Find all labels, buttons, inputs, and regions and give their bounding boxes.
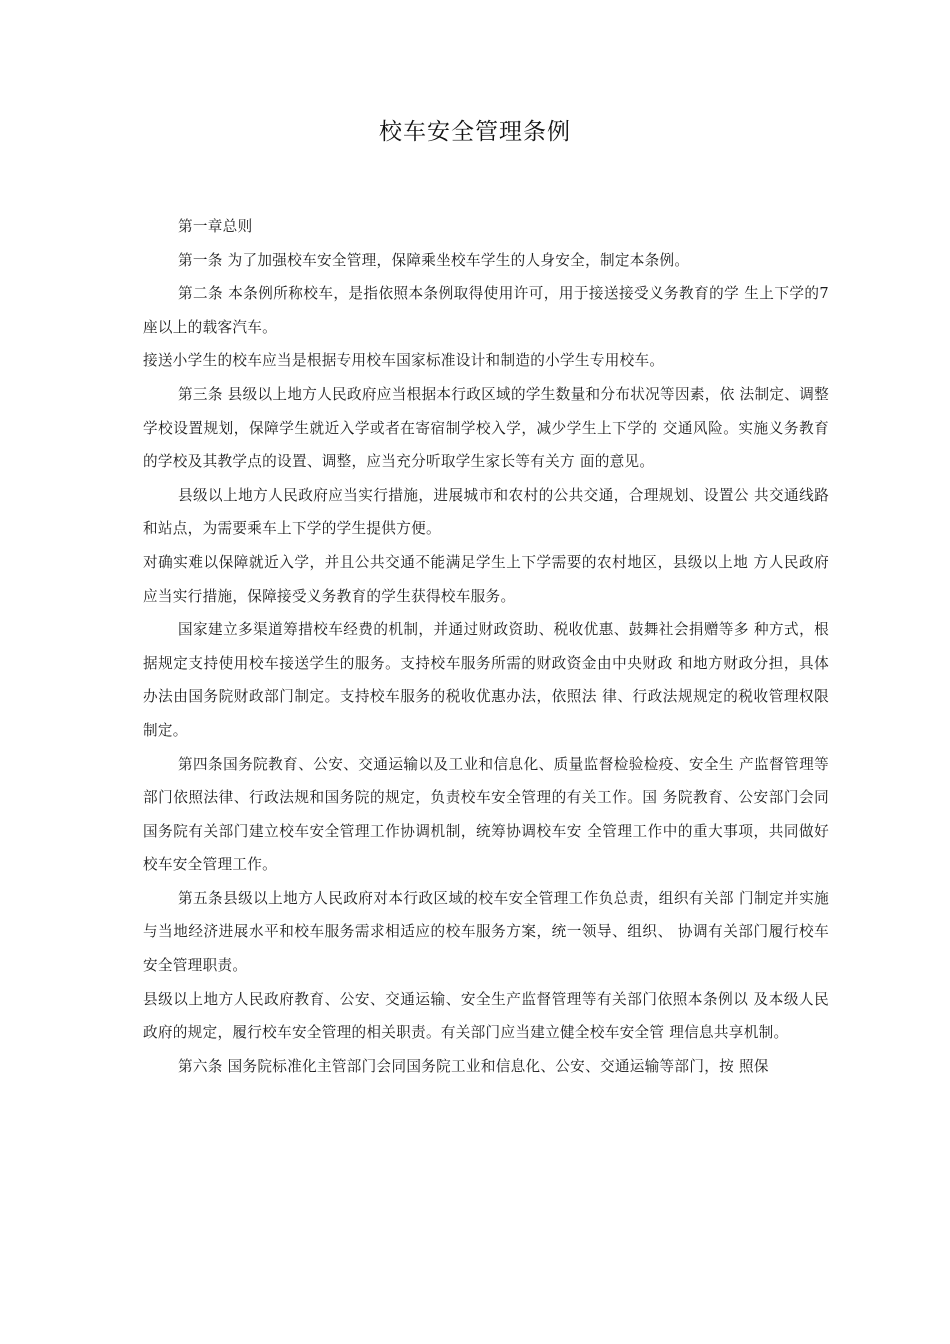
paragraph: 国家建立多渠道筹措校车经费的机制，并通过财政资助、税收优惠、鼓舞社会捐赠等多 种方式，根据规定支持使用校车接送学生的服务。支持校车服务所需的财政资金由中央财政 和地方财政分担，具体办法由国务院财政部门制定。支持校车服务的税收优惠办法，依照法 律、行政法规规定的税收管理权限制定。 (143, 621, 829, 739)
paragraph: 第一章总则 (178, 218, 253, 235)
paragraph: 第三条 县级以上地方人民政府应当根据本行政区域的学生数量和分布状况等因素，依 法制定、调整学校设置规划，保障学生就近入学或者在寄宿制学校入学，减少学生上下学的 交通风险。实施义务教育的学校及其教学点的设置、调整，应当充分听取学生家长等有关方 面的意见。 (143, 385, 829, 471)
paragraph: 县级以上地方人民政府应当实行措施，进展城市和农村的公共交通，合理规划、设置公 共交通线路和站点，为需要乘车上下学的学生提供方便。 (143, 486, 829, 538)
paragraph: 第六条 国务院标准化主管部门会同国务院工业和信息化、公安、交通运输等部门，按 照保 (178, 1057, 769, 1075)
paragraph: 第二条 本条例所称校车，是指依照本条例取得使用许可，用于接送接受义务教育的学 生上下学的7座以上的载客汽车。 (143, 285, 829, 336)
paragraph: 第五条县级以上地方人民政府对本行政区域的校车安全管理工作负总责，组织有关部 门制定并实施与当地经济进展水平和校车服务需求相适应的校车服务方案，统一领导、组织、 协调有关部门履行校车安全管理职责。 (143, 889, 829, 975)
paragraph: 第四条国务院教育、公安、交通运输以及工业和信息化、质量监督检验检疫、安全生 产监督管理等部门依照法律、行政法规和国务院的规定，负责校车安全管理的有关工作。国 务院教育、公安部门会同国务院有关部门建立校车安全管理工作协调机制，统筹协调校车安 全管理工作中的重大事项，共同做好校车安全管理工作。 (143, 755, 829, 874)
paragraph: 县级以上地方人民政府教育、公安、交通运输、安全生产监督管理等有关部门依照本条例以 及本级人民政府的规定，履行校车安全管理的相关职责。有关部门应当建立健全校车安全管 理信息共享机制。 (143, 990, 829, 1042)
paragraph: 对确实难以保障就近入学，并且公共交通不能满足学生上下学需要的农村地区，县级以上地 方人民政府应当实行措施，保障接受义务教育的学生获得校车服务。 (143, 553, 829, 605)
document-body (143, 210, 829, 1083)
paragraph: 第一条 为了加强校车安全管理，保障乘坐校车学生的人身安全，制定本条例。 (178, 251, 690, 269)
document-title: 校车安全管理条例 (379, 119, 571, 145)
paragraph: 接送小学生的校车应当是根据专用校车国家标准设计和制造的小学生专用校车。 (143, 352, 665, 370)
